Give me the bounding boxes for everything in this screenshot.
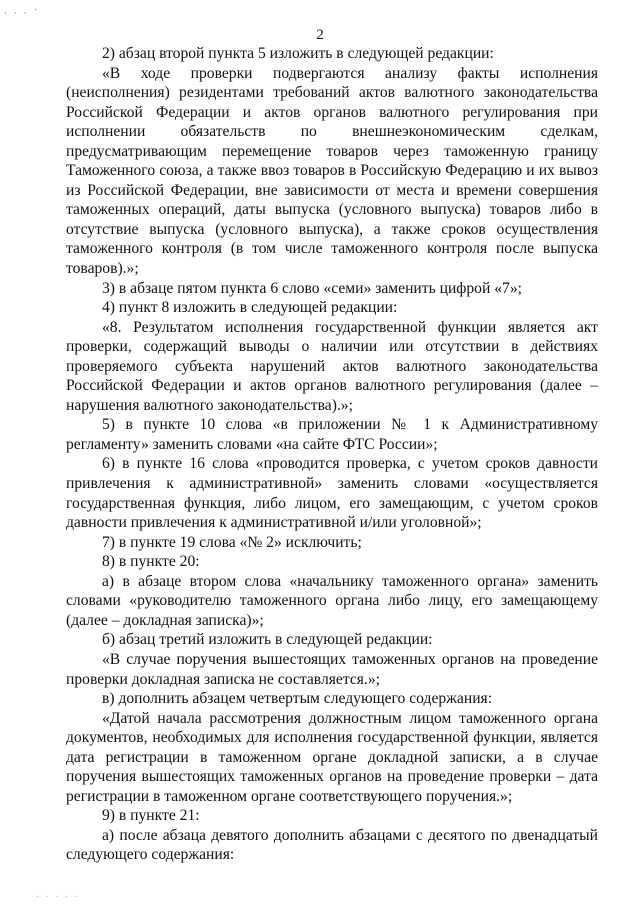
paragraph: 6) в пункте 16 слова «проводится проверка, с учетом сроков давности привлечения к административной» заменить словами «осуществляется государственная функция, либо лицом, его замещающим, с учетом сроков давности привлечения к административной и/или уголовной»;: [66, 455, 598, 532]
paragraph: 8) в пункте 20:: [102, 553, 200, 571]
paragraph: 2) абзац второй пункта 5 изложить в следующей редакции:: [102, 45, 494, 62]
paragraph: «В случае поручения вышестоящих таможенных органов на проведение проверки докладная записка не составляется.»;: [66, 650, 598, 688]
paragraph: «8. Результатом исполнения государственной функции является акт проверки, содержащий выводы о наличии или отсутствии в действиях проверяемого субъекта нарушений актов валютного законодательства Российской Федерации и актов органов валютного регулирования (далее – нарушения валютного законодательства).»;: [66, 318, 598, 414]
document-body: [66, 44, 598, 865]
paragraph: а) после абзаца девятого дополнить абзацами с десятого по двенадцатый следующего содержания:: [66, 826, 598, 864]
page-number: 2: [316, 27, 324, 43]
paragraph: 7) в пункте 19 слова «№ 2» исключить;: [102, 533, 362, 551]
paragraph: а) в абзаце втором слова «начальнику таможенного органа» заменить словами «руководителю таможенного органа либо лицу, его замещающему (далее – докладная записка)»;: [66, 572, 598, 629]
scan-artifact: . . . . .: [36, 890, 80, 900]
paragraph: 3) в абзаце пятом пункта 6 слово «семи» заменить цифрой «7»;: [102, 279, 522, 297]
paragraph: 4) пункт 8 изложить в следующей редакции:: [102, 299, 398, 317]
paragraph: 9) в пункте 21:: [102, 807, 200, 825]
paragraph: «В ходе проверки подвергаются анализу факты исполнения (неисполнения) резидентами требований актов валютного законодательства Российской Федерации и актов органов валютного регулирования при исполнении обязательств по внешнеэкономическим сделкам, предусматривающим перемещение товаров через таможенную границу Таможенного союза, а также ввоз товаров в Российскую Федерацию и их вывоз из Российской Федерации, вне зависимости от места и времени совершения таможенных операций, даты выпуска (условного выпуска) товаров либо в отсутствие выпуска (условного выпуска), а также сроков осуществления таможенного контроля (в том числе таможенного контроля после выпуска товаров).»;: [66, 64, 598, 278]
scan-artifact: · · · ˙: [4, 9, 40, 19]
paragraph: «Датой начала рассмотрения должностным лицом таможенного органа документов, необходимых для исполнения государственной функции, является дата регистрации в таможенном органе докладной записки, а в случае поручения вышестоящих таможенных органов на проведение проверки – дата регистрации в таможенном органе соответствующего поручения.»;: [66, 709, 598, 805]
paragraph: б) абзац третий изложить в следующей редакции:: [102, 631, 433, 649]
paragraph: 5) в пункте 10 слова «в приложении № 1 к Административному регламенту» заменить словами «на сайте ФТС России»;: [66, 416, 598, 453]
paragraph: в) дополнить абзацем четвертым следующего содержания:: [102, 690, 493, 708]
